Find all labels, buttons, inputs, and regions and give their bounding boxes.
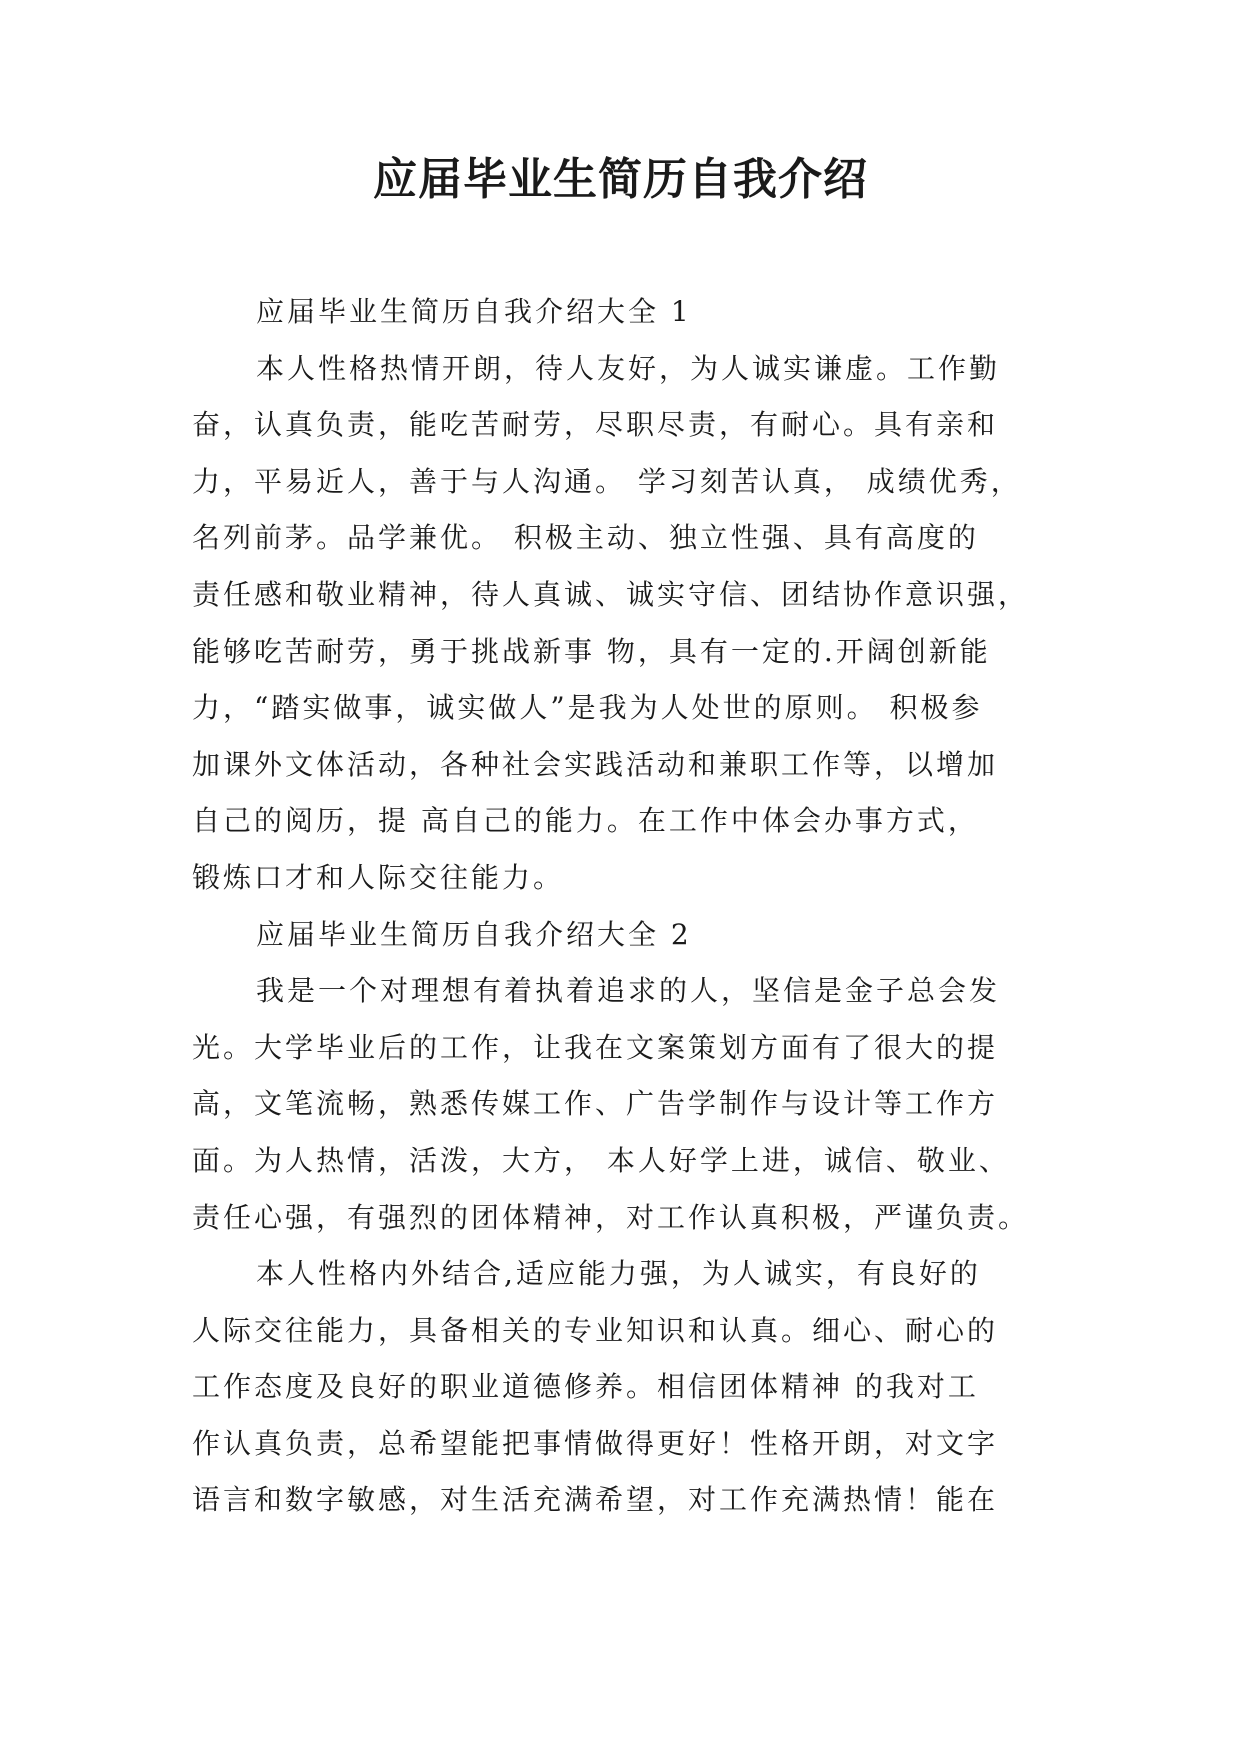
text-line: 人际交往能力，具备相关的专业知识和认真。细心、耐心的 [192, 1313, 999, 1347]
text-line: 本人性格内外结合,适应能力强，为人诚实，有良好的 [256, 1257, 981, 1291]
text-line: 光。大学毕业后的工作，让我在文案策划方面有了很大的提 [192, 1030, 999, 1064]
text-line: 奋，认真负责，能吃苦耐劳，尽职尽责，有耐心。具有亲和 [192, 408, 999, 442]
text-line: 自己的阅历，提 高自己的能力。在工作中体会办事方式， [192, 804, 979, 838]
text-line: 应届毕业生简历自我介绍大全 2 [256, 917, 692, 951]
text-line: 锻炼口才和人际交往能力。 [192, 860, 565, 894]
document-title: 应届毕业生简历自我介绍 [373, 154, 868, 205]
text-line: 面。为人热情，活泼，大方， 本人好学上进，诚信、敬业、 [192, 1143, 1010, 1177]
text-line: 应届毕业生简历自我介绍大全 1 [256, 295, 692, 328]
text-line: 力，平易近人，善于与人沟通。 学习刻苦认真， 成绩优秀， [192, 464, 1022, 498]
document-body [192, 284, 1052, 1529]
text-line: 责任心强，有强烈的团体精神，对工作认真积极，严谨负责。 [192, 1200, 1030, 1234]
text-line: 高，文笔流畅，熟悉传媒工作、广告学制作与设计等工作方 [192, 1087, 999, 1121]
text-line: 能够吃苦耐劳，勇于挑战新事 物，具有一定的.开阔创新能 [192, 634, 991, 668]
text-line: 名列前茅。品学兼优。 积极主动、独立性强、具有高度的 [192, 521, 979, 555]
text-line: 力，“踏实做事，诚实做人”是我为人处世的原则。 积极参 [192, 691, 983, 725]
text-line: 语言和数字敏感，对生活充满希望，对工作充满热情！能在 [192, 1483, 999, 1517]
text-line: 加课外文体活动，各种社会实践活动和兼职工作等，以增加 [192, 747, 999, 781]
text-line: 作认真负责，总希望能把事情做得更好！性格开朗，对文字 [192, 1426, 999, 1460]
text-line: 本人性格热情开朗，待人友好，为人诚实谦虚。工作勤 [256, 351, 1001, 385]
text-line: 工作态度及良好的职业道德修养。相信团体精神 的我对工 [192, 1370, 979, 1404]
text-line: 责任感和敬业精神，待人真诚、诚实守信、团结协作意识强， [192, 577, 1030, 611]
text-line: 我是一个对理想有着执着追求的人，坚信是金子总会发 [256, 974, 1001, 1008]
